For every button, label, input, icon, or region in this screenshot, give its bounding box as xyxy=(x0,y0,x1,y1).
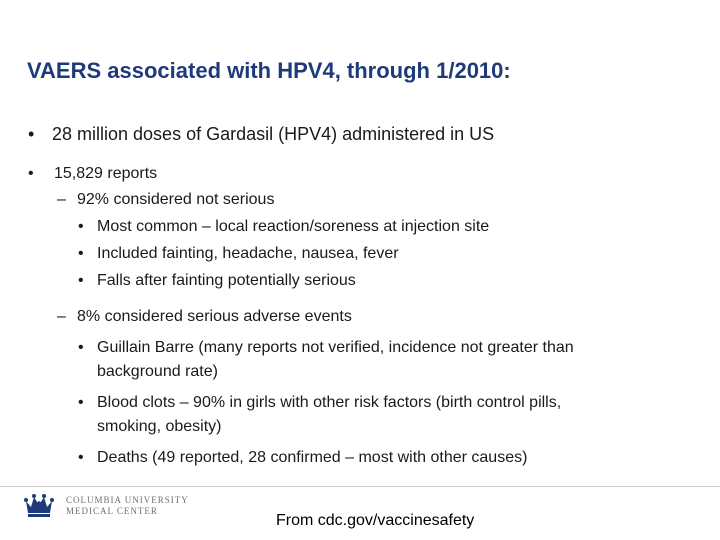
subsub-guillain xyxy=(78,339,574,357)
subbullet-not-serious xyxy=(57,191,274,209)
bullet-reports xyxy=(28,165,157,183)
bullet-text: 8% considered serious adverse events xyxy=(77,308,352,325)
bullet-marker: • xyxy=(78,449,84,466)
bullet-marker: • xyxy=(28,165,34,182)
bullet-text: Falls after fainting potentially serious xyxy=(97,272,356,289)
bullet-text: Blood clots – 90% in girls with other risk factors (birth control pills, xyxy=(97,394,562,411)
subsub-deaths xyxy=(78,449,527,467)
subsub-fainting xyxy=(78,245,399,263)
bullet-marker: • xyxy=(78,272,84,289)
logo-line2: MEDICAL CENTER xyxy=(66,506,158,516)
bullet-marker: • xyxy=(78,339,84,356)
bullet-doses xyxy=(28,124,494,145)
subsub-falls xyxy=(78,272,356,290)
bullet-text: Most common – local reaction/soreness at injection site xyxy=(97,218,490,235)
bullet-text: Included fainting, headache, nausea, fever xyxy=(97,245,399,262)
footer-divider xyxy=(0,486,720,487)
dash-marker: – xyxy=(57,308,66,325)
bullet-marker: • xyxy=(28,124,35,144)
subsub-guillain-cont: background rate) xyxy=(97,363,218,380)
bullet-text: 28 million doses of Gardasil (HPV4) administered in US xyxy=(52,124,495,144)
bullet-text: 15,829 reports xyxy=(54,165,158,182)
source-citation: From cdc.gov/vaccinesafety xyxy=(276,512,475,529)
crown-icon xyxy=(24,493,54,519)
bullet-marker: • xyxy=(78,394,84,411)
subbullet-serious xyxy=(57,308,352,326)
subsub-clots-cont: smoking, obesity) xyxy=(97,418,222,435)
subsub-most-common xyxy=(78,218,489,236)
bullet-marker: • xyxy=(78,218,84,235)
logo-line1: COLUMBIA UNIVERSITY xyxy=(66,495,189,505)
bullet-marker: • xyxy=(78,245,84,262)
bullet-text: Guillain Barre (many reports not verified, incidence not greater than xyxy=(97,339,574,356)
dash-marker: – xyxy=(57,191,66,208)
slide-title: VAERS associated with HPV4, through 1/2010: xyxy=(27,58,511,83)
bullet-text: Deaths (49 reported, 28 confirmed – most with other causes) xyxy=(97,449,528,466)
bullet-text: 92% considered not serious xyxy=(77,191,275,208)
columbia-logo xyxy=(24,493,189,519)
subsub-clots xyxy=(78,394,561,412)
